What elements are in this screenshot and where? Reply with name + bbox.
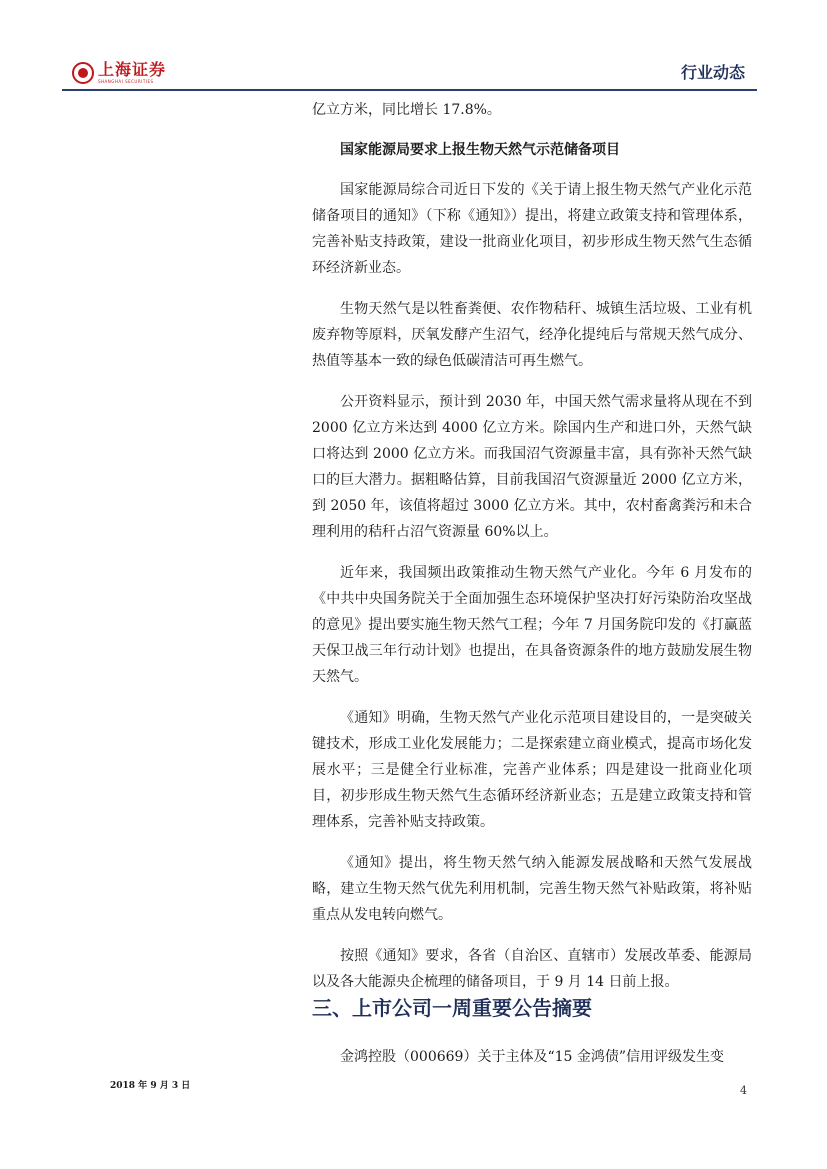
logo-icon — [72, 62, 94, 84]
logo-text-cn: 上海证券 — [98, 60, 167, 79]
section-tag: 行业动态 — [680, 63, 745, 82]
paragraph: 生物天然气是以牲畜粪便、农作物秸秆、城镇生活垃圾、工业有机废弃物等原料，厌氧发酵产生沼气，经净化提纯后与常规天然气成分、热值等基本一致的绿色低碳清洁可再生燃气。 — [312, 301, 752, 369]
paragraph: 按照《通知》要求，各省（自治区、直辖市）发展改革委、能源局以及各大能源央企梳理的储备项目，于 9 月 14 日前上报。 — [312, 948, 752, 990]
header-divider — [62, 89, 757, 91]
footer-date: 2018 年 9 月 3 日 — [110, 1081, 191, 1091]
chapter-heading: 三、上市公司一周重要公告摘要 — [312, 996, 592, 1020]
paragraph: 《通知》提出，将生物天然气纳入能源发展战略和天然气发展战略，建立生物天然气优先利用机制，完善生物天然气补贴政策，将补贴重点从发电转向燃气。 — [312, 855, 752, 923]
body-text — [312, 97, 752, 1010]
news-subheading: 国家能源局要求上报生物天然气示范储备项目 — [340, 142, 620, 158]
logo-text-en: SHANGHAI SECURITIES — [98, 79, 154, 84]
paragraph: 《通知》明确，生物天然气产业化示范项目建设目的，一是突破关键技术，形成工业化发展能力；二是探索建立商业模式，提高市场化发展水平；三是健全行业标准，完善产业体系；四是建设一批商业化项目，初步形成生物天然气生态循环经济新业态；五是建立政策支持和管理体系，完善补贴支持政策。 — [312, 710, 752, 830]
paragraph: 公开资料显示，预计到 2030 年，中国天然气需求量将从现在不到 2000 亿立方米达到 4000 亿立方米。除国内生产和进口外，天然气缺口将达到 2000 亿立方米。而我国沼气资源量丰富，具有弥补天然气缺口的巨大潜力。据粗略估算，目前我国沼气资源量近 2000 亿立方米，到 2050 年，该值将超过 3000 亿立方米。其中，农村畜禽粪污和未合理利用的秸秆占沼气资源量 60%以上。 — [312, 394, 752, 540]
paragraph: 近年来，我国频出政策推动生物天然气产业化。今年 6 月发布的《中共中央国务院关于全面加强生态环境保护坚决打好污染防治攻坚战的意见》提出要实施生物天然气工程；今年 7 月国务院印发的《打赢蓝天保卫战三年行动计划》也提出，在具备资源条件的地方鼓励发展生物天然气。 — [312, 565, 752, 685]
company-logo — [72, 56, 166, 90]
paragraph: 金鸿控股（000669）关于主体及“15 金鸿债”信用评级发生变 — [340, 1049, 725, 1065]
continued-line: 亿立方米，同比增长 17.8%。 — [312, 102, 501, 118]
paragraph: 国家能源局综合司近日下发的《关于请上报生物天然气产业化示范储备项目的通知》（下称《通知》）提出，将建立政策支持和管理体系，完善补贴支持政策，建设一批商业化项目，初步形成生物天然气生态循环经济新业态。 — [312, 182, 752, 276]
page-header — [62, 52, 757, 90]
page-number: 4 — [740, 1084, 747, 1097]
